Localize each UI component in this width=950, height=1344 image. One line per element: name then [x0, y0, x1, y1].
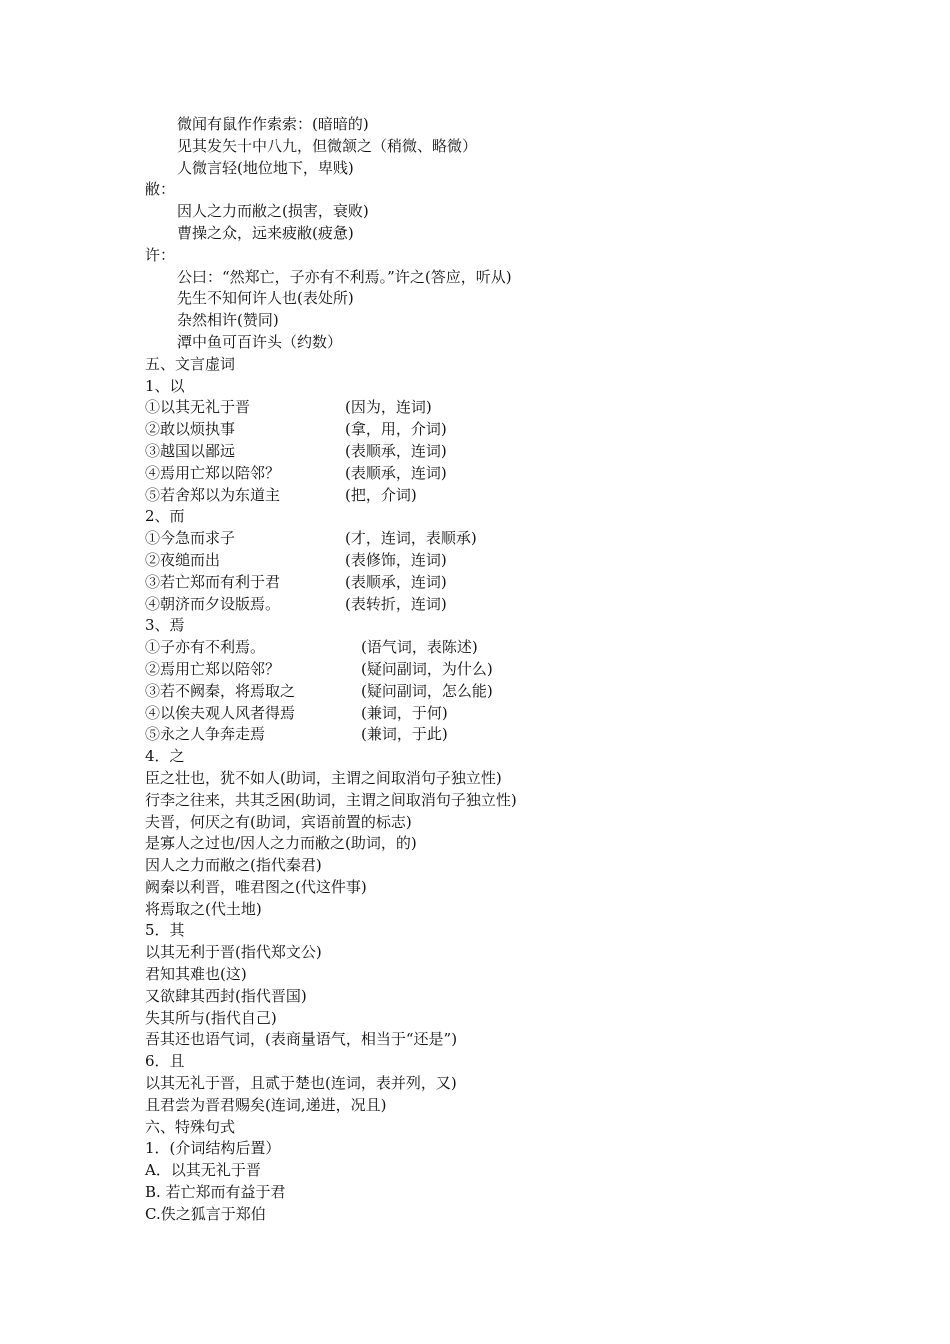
explanation-text: (因为，连词) [345, 398, 432, 417]
sub-heading-yi: 1、以 [145, 376, 185, 395]
text-line: 吾其还也语气词，(表商量语气，相当于“还是”) [145, 1030, 458, 1049]
example-text: ②夜缒而出 [145, 550, 221, 569]
text-line: 见其发矢十中八九，但微颔之（稍微、略微） [177, 136, 478, 155]
text-line: 因人之力而敝之(指代秦君) [145, 856, 322, 875]
text-line: 失其所与(指代自己) [145, 1008, 277, 1027]
usage-row [145, 724, 845, 746]
text-line: 人微言轻(地位地下，卑贱) [177, 158, 354, 177]
word-heading-bi: 敝： [145, 180, 176, 199]
explanation-text: (语气词，表陈述) [361, 638, 478, 657]
text-line: 公曰：“然郑亡，子亦有不利焉。”许之(答应，听从) [177, 267, 512, 286]
text-line: 又欲肆其西封(指代晋国) [145, 986, 307, 1005]
example-text: ③越国以鄙远 [145, 441, 236, 460]
usage-row [145, 681, 845, 703]
example-text: ⑤永之人争奔走焉 [145, 725, 266, 744]
text-line: 因人之力而敝之(损害，衰败) [177, 202, 369, 221]
explanation-text: (才，连词，表顺承) [345, 529, 477, 548]
example-text: ③若不阙秦，将焉取之 [145, 681, 296, 700]
text-line: B. 若亡郑而有益于君 [145, 1183, 286, 1202]
section-title: 六、特殊句式 [145, 1117, 236, 1136]
explanation-text: (疑问副词，怎么能) [361, 681, 493, 700]
sub-heading: 1．(介词结构后置） [145, 1139, 281, 1158]
document-page [145, 114, 845, 1226]
sub-heading-zhi: 4．之 [145, 747, 185, 766]
sub-heading-qi: 5．其 [145, 921, 185, 940]
text-line: 阙秦以利晋，唯君图之(代这件事) [145, 877, 367, 896]
explanation-text: (疑问副词，为什么) [361, 659, 493, 678]
explanation-text: (兼词，于此) [361, 725, 448, 744]
sub-heading-qie: 6．且 [145, 1052, 185, 1071]
sub-heading-er: 2、而 [145, 507, 185, 526]
text-line: 杂然相许(赞同) [177, 311, 279, 330]
text-line: 以其无礼于晋，且贰于楚也(连词，表并列，又) [145, 1074, 457, 1093]
explanation-text: (表顺承，连词) [345, 463, 447, 482]
text-line: 君知其难也(这) [145, 965, 247, 984]
explanation-text: (拿，用，介词) [345, 420, 447, 439]
example-text: ①子亦有不利焉。 [145, 638, 266, 657]
usage-row [145, 659, 845, 681]
usage-row [145, 397, 845, 419]
text-line: 曹操之众，远来疲敝(疲惫) [177, 223, 354, 242]
text-line: 行李之往来，共其乏困(助词，主谓之间取消句子独立性) [145, 790, 517, 809]
text-line: 微闻有鼠作作索索：(暗暗的) [177, 115, 369, 133]
explanation-text: (表顺承，连词) [345, 572, 447, 591]
section-title: 五、文言虚词 [145, 354, 236, 373]
text-line: C.佚之狐言于郑伯 [145, 1204, 266, 1223]
usage-row [145, 572, 845, 594]
text-line: 臣之壮也，犹不如人(助词，主谓之间取消句子独立性) [145, 768, 502, 787]
example-text: ③若亡郑而有利于君 [145, 572, 281, 591]
explanation-text: (表修饰，连词) [345, 550, 447, 569]
example-text: ②敢以烦执事 [145, 420, 236, 439]
example-text: ④朝济而夕设版焉。 [145, 594, 281, 613]
usage-row [145, 594, 845, 616]
example-text: ④以俟夫观人风者得焉 [145, 703, 296, 722]
text-line: 先生不知何许人也(表处所) [177, 289, 354, 308]
text-line: 夫晋，何厌之有(助词，宾语前置的标志) [145, 812, 412, 831]
explanation-text: (把，介词) [345, 485, 417, 504]
example-text: ①以其无礼于晋 [145, 398, 251, 417]
text-line: 且君尝为晋君赐矣(连词,递进，况且) [145, 1095, 387, 1114]
usage-row [145, 637, 845, 659]
example-text: ④焉用亡郑以陪邻？ [145, 463, 281, 482]
text-line: 以其无利于晋(指代郑文公) [145, 943, 322, 962]
text-line: 是寡人之过也/因人之力而敝之(助词，的) [145, 834, 417, 853]
usage-row [145, 485, 845, 507]
explanation-text: (兼词，于何) [361, 703, 448, 722]
explanation-text: (表顺承，连词) [345, 441, 447, 460]
example-text: ①今急而求子 [145, 529, 236, 548]
text-line: A．以其无礼于晋 [145, 1161, 261, 1180]
text-line: 潭中鱼可百许头（约数） [177, 332, 343, 351]
usage-row [145, 528, 845, 550]
usage-row [145, 441, 845, 463]
text-line: 将焉取之(代土地) [145, 899, 262, 918]
example-text: ⑤若舍郑以为东道主 [145, 485, 281, 504]
explanation-text: (表转折，连词) [345, 594, 447, 613]
usage-row [145, 550, 845, 572]
sub-heading-yan: 3、焉 [145, 616, 185, 635]
usage-row [145, 419, 845, 441]
example-text: ②焉用亡郑以陪邻？ [145, 659, 281, 678]
usage-row [145, 703, 845, 725]
usage-row [145, 463, 845, 485]
word-heading-xu: 许： [145, 245, 176, 264]
